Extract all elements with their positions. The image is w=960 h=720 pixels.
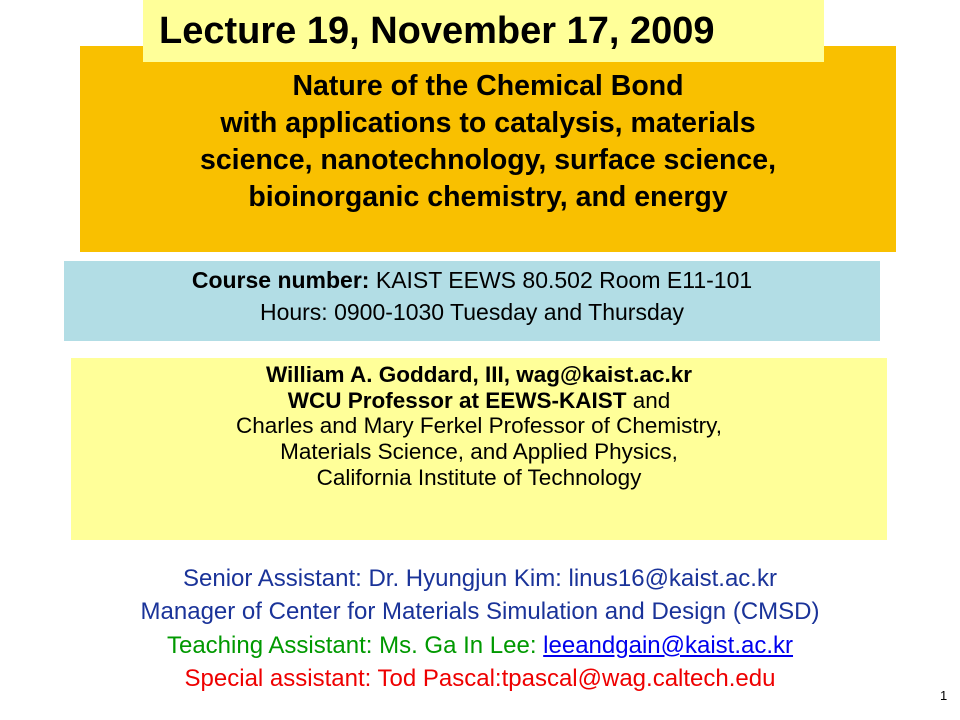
title-line-3: science, nanotechnology, surface science, (199, 144, 777, 177)
title-line-2: with applications to catalysis, materials (220, 107, 756, 140)
course-number-label: Course number: (191, 267, 370, 293)
center-manager: Manager of Center for Materials Simulation and Design (CMSD) (140, 598, 820, 626)
course-number-value: KAIST EEWS 80.502 Room E11-101 (369, 267, 753, 293)
title-box (80, 46, 896, 252)
professor-name: William A. Goddard, III, wag@kaist.ac.kr (265, 362, 693, 387)
teaching-assistant-email-link[interactable]: leeandgain@kaist.ac.kr (543, 631, 794, 659)
professor-wcu-title: WCU Professor at EEWS-KAIST (287, 387, 627, 413)
course-info-box (64, 261, 880, 341)
senior-assistant: Senior Assistant: Dr. Hyungjun Kim: linus16@kaist.ac.kr (183, 565, 777, 592)
title-line-4: bioinorganic chemistry, and energy (248, 181, 728, 214)
professor-wcu-rest: and (626, 387, 671, 413)
professor-wcu-line (71, 388, 887, 414)
professor-line-3: Charles and Mary Ferkel Professor of Chemistry, (236, 413, 722, 439)
course-hours: Hours: 0900-1030 Tuesday and Thursday (259, 298, 685, 325)
teaching-assistant-label: Teaching Assistant: Ms. Ga In Lee: (166, 631, 544, 659)
lecture-banner: Lecture 19, November 17, 2009 (143, 0, 824, 62)
assistants-block (0, 562, 960, 695)
professor-line-4: Materials Science, and Applied Physics, (280, 438, 678, 464)
teaching-assistant (0, 629, 960, 662)
title-line-1: Nature of the Chemical Bond (292, 70, 684, 102)
special-assistant: Special assistant: Tod Pascal:tpascal@wag.caltech.edu (184, 665, 776, 693)
page-number: 1 (940, 688, 948, 703)
professor-box (71, 358, 887, 540)
professor-line-5: California Institute of Technology (316, 464, 642, 490)
course-number-line (64, 265, 880, 297)
